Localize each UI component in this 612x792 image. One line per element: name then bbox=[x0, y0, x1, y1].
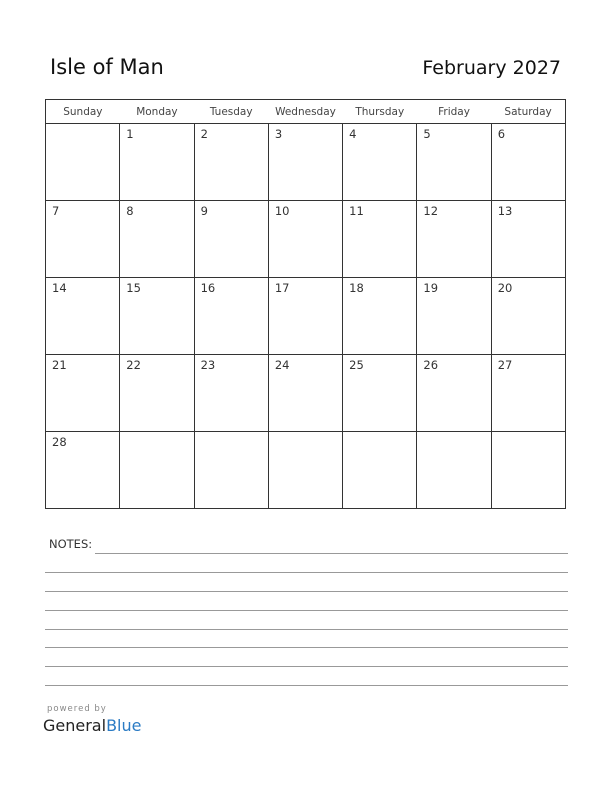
day-cell bbox=[343, 355, 417, 432]
day-number: 3 bbox=[274, 127, 283, 141]
week-row bbox=[46, 432, 566, 509]
notes-line bbox=[45, 629, 568, 630]
day-cell bbox=[491, 355, 565, 432]
weekday-tuesday: Tuesday bbox=[194, 100, 268, 124]
day-cell bbox=[46, 124, 120, 201]
brand-general: General bbox=[43, 716, 107, 735]
day-cell bbox=[343, 201, 417, 278]
day-cell bbox=[491, 432, 565, 509]
day-number bbox=[46, 124, 119, 127]
day-cell bbox=[417, 201, 491, 278]
day-number: 19 bbox=[423, 281, 439, 295]
day-number: 23 bbox=[200, 358, 216, 372]
day-cell bbox=[268, 432, 342, 509]
day-cell bbox=[120, 278, 194, 355]
brand-blue: Blue bbox=[106, 716, 142, 735]
day-cell bbox=[417, 432, 491, 509]
day-cell bbox=[120, 124, 194, 201]
day-number: 17 bbox=[274, 281, 290, 295]
day-number: 14 bbox=[52, 281, 67, 295]
day-number: 12 bbox=[423, 204, 439, 218]
notes-line bbox=[45, 591, 568, 592]
week-row bbox=[46, 355, 566, 432]
day-number: 20 bbox=[497, 281, 513, 295]
day-number: 2 bbox=[200, 127, 208, 141]
day-cell bbox=[417, 124, 491, 201]
day-cell bbox=[194, 355, 268, 432]
day-number bbox=[343, 432, 416, 435]
day-cell bbox=[491, 124, 565, 201]
day-cell bbox=[343, 278, 417, 355]
day-number: 21 bbox=[52, 358, 67, 372]
day-number: 26 bbox=[423, 358, 439, 372]
day-number: 9 bbox=[200, 204, 208, 218]
day-number: 18 bbox=[349, 281, 364, 295]
day-number bbox=[195, 432, 268, 435]
day-cell bbox=[268, 201, 342, 278]
day-number: 11 bbox=[349, 204, 364, 218]
day-cell bbox=[491, 278, 565, 355]
day-cell bbox=[343, 432, 417, 509]
month-year-title: February 2027 bbox=[422, 57, 561, 79]
day-cell bbox=[120, 201, 194, 278]
week-row bbox=[46, 124, 566, 201]
day-cell bbox=[120, 432, 194, 509]
day-cell bbox=[46, 432, 120, 509]
day-number: 25 bbox=[349, 358, 364, 372]
calendar-grid bbox=[45, 99, 566, 509]
day-cell bbox=[417, 278, 491, 355]
notes-line bbox=[95, 553, 568, 554]
day-number: 10 bbox=[274, 204, 290, 218]
day-cell bbox=[194, 432, 268, 509]
day-cell bbox=[46, 355, 120, 432]
day-number bbox=[120, 432, 193, 435]
day-cell bbox=[343, 124, 417, 201]
weekday-friday: Friday bbox=[417, 100, 491, 124]
weekday-header-row bbox=[46, 100, 566, 124]
day-number: 15 bbox=[126, 281, 141, 295]
day-cell bbox=[268, 124, 342, 201]
country-title: Isle of Man bbox=[50, 55, 164, 79]
notes-line bbox=[45, 685, 568, 686]
day-number: 7 bbox=[52, 204, 60, 218]
day-cell bbox=[268, 278, 342, 355]
week-row bbox=[46, 278, 566, 355]
day-number: 1 bbox=[126, 127, 134, 141]
day-cell bbox=[120, 355, 194, 432]
generalblue-logo[interactable] bbox=[43, 716, 141, 735]
day-cell bbox=[194, 201, 268, 278]
day-cell bbox=[194, 278, 268, 355]
notes-label: NOTES: bbox=[49, 537, 93, 551]
day-number: 24 bbox=[274, 358, 290, 372]
notes-line bbox=[45, 647, 568, 648]
day-number: 8 bbox=[126, 204, 134, 218]
day-cell bbox=[194, 124, 268, 201]
day-number: 16 bbox=[200, 281, 216, 295]
day-cell bbox=[46, 278, 120, 355]
weekday-wednesday: Wednesday bbox=[268, 100, 342, 124]
notes-line bbox=[45, 666, 568, 667]
day-number: 27 bbox=[497, 358, 513, 372]
week-row bbox=[46, 201, 566, 278]
day-number: 4 bbox=[349, 127, 357, 141]
day-cell bbox=[268, 355, 342, 432]
powered-by-text: powered by bbox=[47, 704, 107, 714]
weekday-sunday: Sunday bbox=[46, 100, 120, 124]
day-number: 6 bbox=[497, 127, 506, 141]
day-number: 5 bbox=[423, 127, 431, 141]
weekday-saturday: Saturday bbox=[491, 100, 565, 124]
day-number: 22 bbox=[126, 358, 141, 372]
day-number bbox=[269, 432, 342, 435]
day-cell bbox=[46, 201, 120, 278]
day-number bbox=[417, 432, 490, 435]
day-cell bbox=[417, 355, 491, 432]
notes-line bbox=[45, 572, 568, 573]
day-cell bbox=[491, 201, 565, 278]
weekday-monday: Monday bbox=[120, 100, 194, 124]
weekday-thursday: Thursday bbox=[343, 100, 417, 124]
day-number: 13 bbox=[497, 204, 513, 218]
day-number bbox=[492, 432, 565, 435]
day-number: 28 bbox=[52, 435, 67, 449]
notes-line bbox=[45, 610, 568, 611]
